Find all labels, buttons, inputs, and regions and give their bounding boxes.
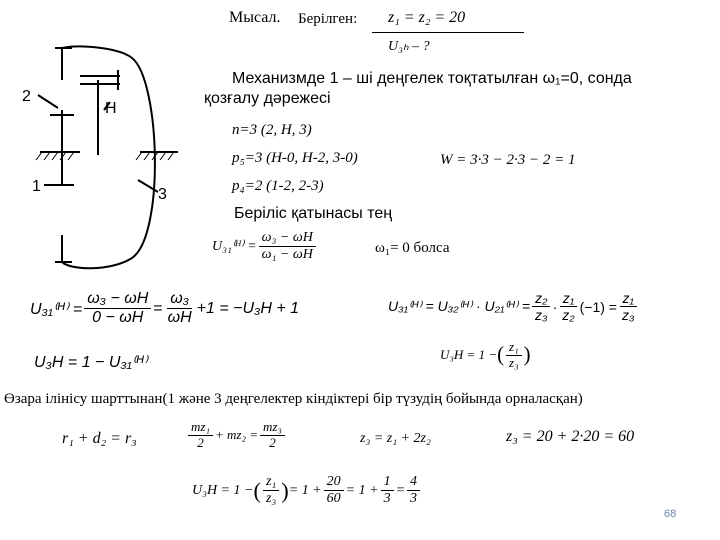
formula-u31-derivation [30, 290, 299, 328]
big2-lhs: U₃₁⁽ᴴ⁾ = U₃₂⁽ᴴ⁾ · U₂₁⁽ᴴ⁾ = [388, 298, 531, 315]
final-frac4 [407, 474, 420, 507]
final-mid2: = 1 + [345, 482, 379, 498]
given-formula: z₁ = z₂ = 20 [388, 9, 466, 26]
big1-num2: ω₃ [167, 290, 192, 309]
given-divider [372, 32, 524, 33]
u31h-formula [212, 230, 318, 263]
diagram-label-3: 3 [158, 186, 167, 203]
final-frac1 [263, 474, 279, 507]
big1-den1: 0 − ωH [92, 309, 144, 327]
z3-value: z₃ = 20 + 2·20 = 60 [506, 428, 635, 445]
p4-line: p₄=2 (1-2, 2-3) [232, 178, 324, 194]
big2-d3: z₃ [621, 307, 635, 324]
m-den2: 2 [269, 434, 276, 450]
final-num3: 1 [381, 474, 394, 491]
big2-n1: z₂ [532, 290, 550, 307]
m-den1: 2 [197, 434, 204, 450]
u3h-b-frac [506, 340, 522, 371]
final-mid: = 1 + [288, 482, 322, 498]
m-frac1 [188, 420, 213, 451]
u3h-formula-a: U₃H = 1 − U₃₁⁽ᴴ⁾ [34, 354, 148, 371]
big2-d2: z₂ [562, 307, 575, 324]
big1-eq: = [153, 299, 163, 317]
omega-zero-text: ω₁= 0 болса [375, 240, 450, 256]
mechanism-diagram [10, 40, 210, 275]
big2-d1: z₃ [535, 307, 548, 324]
final-eq: = [395, 482, 406, 498]
u3h-b-num: z₁ [506, 340, 522, 356]
m-frac2 [260, 420, 285, 451]
mechanism-text-line2: қозғалу дәрежесі [204, 90, 331, 107]
final-den2: 60 [326, 491, 341, 507]
big1-den2: ωH [167, 309, 192, 327]
ratio-label: Беріліс қатынасы тең [234, 205, 393, 222]
u31h-lhs: U₃₁⁽ᴴ⁾ = [212, 239, 257, 255]
final-formula: U₃H = 1 − ( $\frac{\text{z₁}}{\text{z₃}}$ ) = 1 + $\frac{20}{60}$ = 1 + $\frac{1}{3}$ = $\frac{4}{3}$ [192, 474, 422, 507]
m-num1: mz₁ [188, 420, 213, 436]
final-den1: z₃ [265, 491, 277, 507]
n-line: n=3 (2, H, 3) [232, 122, 312, 138]
diagram-label-H: H [105, 100, 117, 117]
radius-relation: r₁ + d₂ = r₃ [62, 430, 137, 447]
big2-mid: (−1) = [579, 298, 617, 315]
formula-u31-gear-ratio: U₃₁⁽ᴴ⁾ = U₃₂⁽ᴴ⁾ · U₂₁⁽ᴴ⁾ = $\frac{\text{z₂}}{\text{z₃}}$ · $\frac{\text{z₁}}{\text{z₂}}$ (−1) = $\frac{\text{z₁}}{\text{z₃}}$ [388, 290, 640, 323]
dof-formula: W = 3·3 − 2·3 − 2 = 1 [440, 152, 576, 168]
final-frac3 [381, 474, 394, 507]
u3h-b-lhs: U₃H = 1 − [440, 347, 498, 363]
big1-frac2 [165, 290, 195, 328]
mesh-condition-text: Өзара ілінісу шарттынан(1 және 3 деңгелектер кіндіктері бір түзудің бойында орналасқан) [4, 391, 583, 407]
p5-line: p₅=3 (H-0, H-2, 3-0) [232, 150, 358, 166]
final-frac2 [324, 474, 344, 507]
final-den4: 3 [410, 491, 418, 507]
big1-num1: ω₃ − ωH [84, 290, 151, 309]
u3h-b-den: z₃ [509, 354, 519, 370]
big2-frac3 [619, 290, 638, 323]
final-num4: 4 [407, 474, 420, 491]
m-plus: + mz₂ = [214, 427, 258, 443]
diagram-label-1: 1 [32, 178, 41, 195]
u3h-formula-b: U₃H = 1 − ( $\frac{\text{z₁}}{\text{z₃}}$ ) [440, 339, 531, 370]
unknown-value: U₃ₕ – ? [388, 39, 430, 54]
u31h-den: ω₁ − ωH [261, 247, 313, 263]
big1-frac1 [84, 290, 151, 328]
module-relation [186, 420, 287, 451]
u31h-num: ω₃ − ωH [259, 230, 316, 247]
diagram-label-2: 2 [22, 88, 31, 105]
big2-frac1 [532, 290, 551, 323]
final-lhs: U₃H = 1 − [192, 482, 254, 498]
mechanism-text-line1: Механизмде 1 – ші деңгелек тоқтатылған ω₁=0, сонда [232, 70, 632, 87]
big2-frac2 [559, 290, 577, 323]
big2-n3: z₁ [620, 290, 637, 307]
big1-tail: +1 = −U₃H + 1 [196, 299, 300, 317]
final-den3: 3 [383, 491, 391, 507]
u31h-fraction [259, 230, 316, 263]
big2-n2: z₁ [560, 290, 577, 307]
m-num2: mz₃ [260, 420, 285, 436]
given-label: Берілген: [298, 11, 358, 27]
page-number: 68 [664, 508, 677, 520]
final-num2: 20 [324, 474, 344, 491]
big1-lhs: U₃₁⁽ᴴ⁾ = [30, 300, 83, 318]
example-label: Мысал. [229, 9, 281, 26]
z3-relation: z₃ = z₁ + 2z₂ [360, 431, 431, 446]
final-num1: z₁ [263, 474, 279, 491]
